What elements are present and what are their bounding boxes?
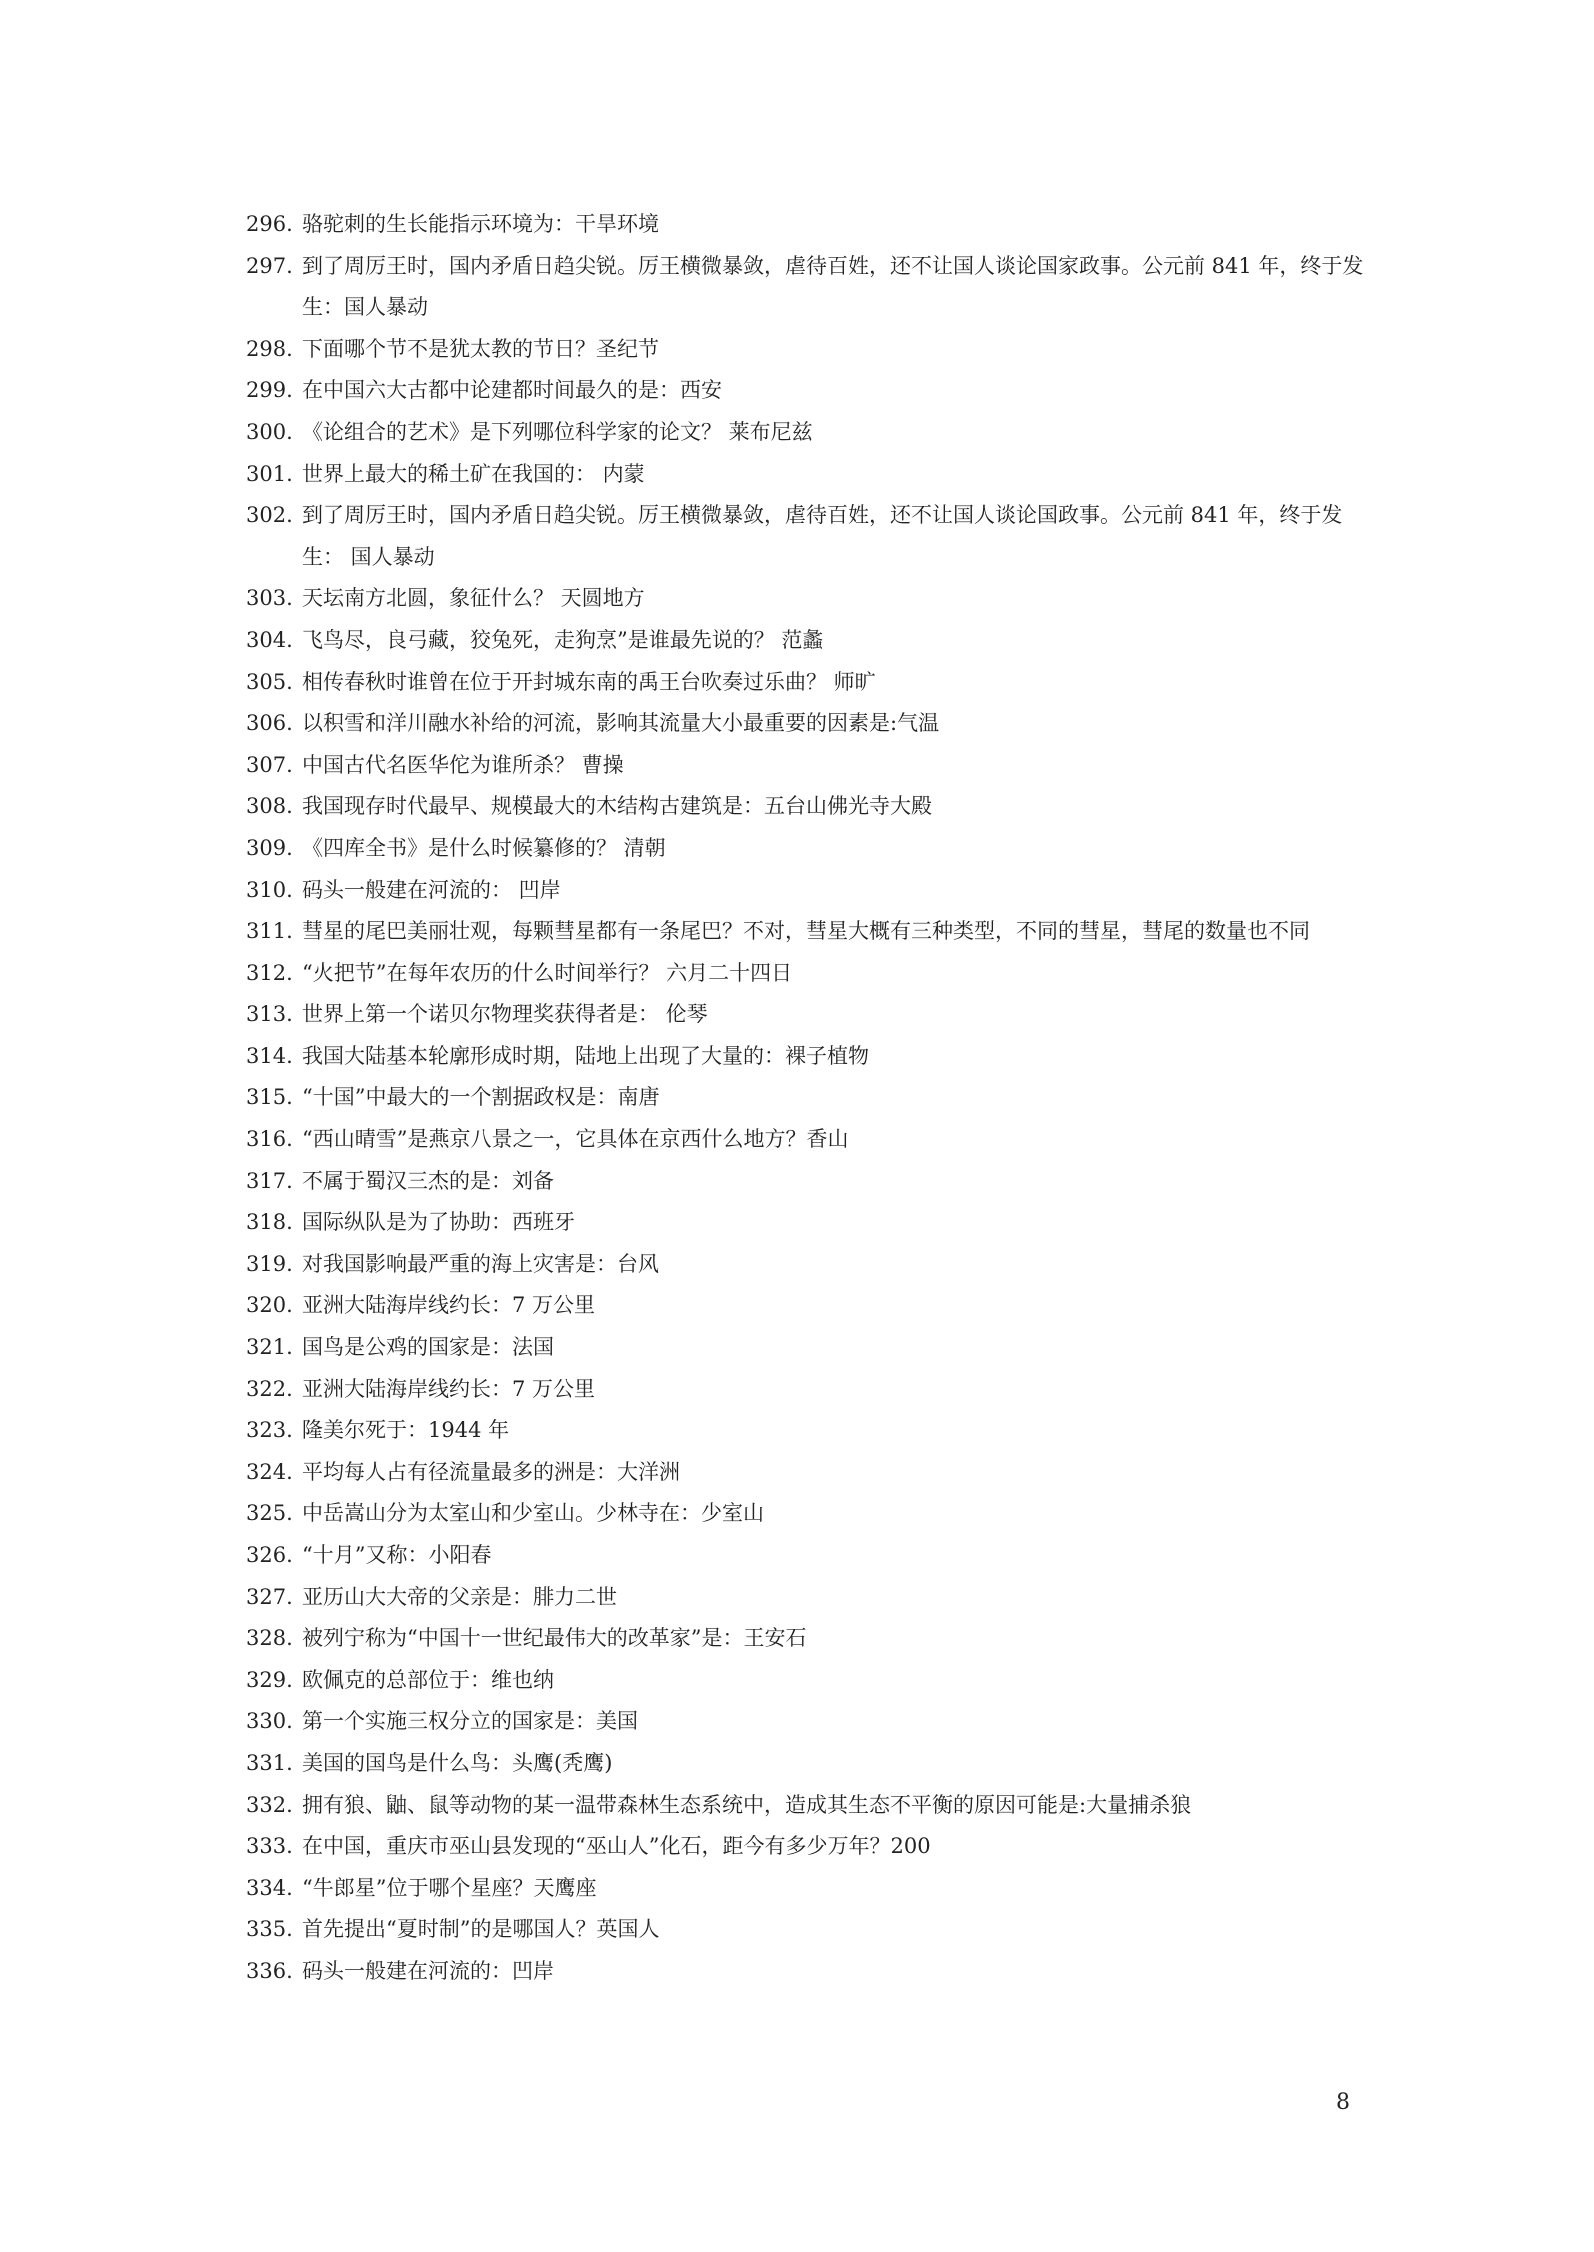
item-number: 301. — [246, 461, 293, 486]
list-item — [246, 1951, 1366, 1993]
item-number: 330. — [246, 1709, 293, 1734]
list-item — [246, 1577, 1366, 1619]
item-text: 世界上第一个诺贝尔物理奖获得者是： 伦琴 — [302, 1002, 708, 1027]
item-text: 对我国影响最严重的海上灾害是：台风 — [302, 1251, 659, 1276]
list-item — [246, 1369, 1366, 1411]
list-item — [246, 495, 1366, 578]
item-text: 不属于蜀汉三杰的是：刘备 — [302, 1168, 554, 1193]
list-item — [246, 1701, 1366, 1743]
item-number: 306. — [246, 711, 293, 736]
item-number: 309. — [246, 835, 293, 860]
item-number: 320. — [246, 1293, 293, 1318]
item-number: 336. — [246, 1958, 293, 1983]
item-text: 我国现存时代最早、规模最大的木结构古建筑是：五台山佛光寺大殿 — [302, 794, 932, 819]
item-text: 在中国六大古都中论建都时间最久的是：西安 — [302, 378, 722, 403]
item-number: 324. — [246, 1459, 293, 1484]
list-item — [246, 786, 1366, 828]
item-text: 我国大陆基本轮廓形成时期，陆地上出现了大量的：裸子植物 — [302, 1043, 869, 1068]
item-number: 319. — [246, 1251, 293, 1276]
list-item — [246, 578, 1366, 620]
item-text: “火把节”在每年农历的什么时间举行？ 六月二十四日 — [302, 960, 793, 985]
item-text: 被列宁称为“中国十一世纪最伟大的改革家”是：王安石 — [302, 1626, 807, 1651]
item-number: 322. — [246, 1376, 293, 1401]
list-item — [246, 828, 1366, 870]
list-item — [246, 1493, 1366, 1535]
item-text: 在中国，重庆市巫山县发现的“巫山人”化石，距今有多少万年？200 — [302, 1834, 931, 1859]
list-item — [246, 994, 1366, 1036]
list-item — [246, 1161, 1366, 1203]
item-number: 333. — [246, 1834, 293, 1859]
item-number: 331. — [246, 1750, 293, 1775]
item-number: 311. — [246, 919, 293, 944]
item-text: 骆驼刺的生长能指示环境为：干旱环境 — [302, 212, 659, 236]
item-number: 310. — [246, 877, 293, 902]
list-item — [246, 1410, 1366, 1452]
item-number: 302. — [246, 503, 293, 528]
list-item — [246, 412, 1366, 454]
item-text: 美国的国鸟是什么鸟：头鹰(秃鹰) — [302, 1750, 613, 1775]
list-item — [246, 246, 1366, 329]
list-item — [246, 329, 1366, 371]
item-text: 彗星的尾巴美丽壮观，每颗彗星都有一条尾巴？不对，彗星大概有三种类型，不同的彗星，彗尾的数量也不同 — [302, 919, 1310, 944]
item-text: 首先提出“夏时制”的是哪国人？英国人 — [302, 1917, 660, 1942]
list-item — [246, 454, 1366, 496]
list-item — [246, 204, 1366, 246]
list-item — [246, 1618, 1366, 1660]
list-item — [246, 1452, 1366, 1494]
item-text: “十月”又称：小阳春 — [302, 1543, 492, 1567]
item-number: 325. — [246, 1501, 293, 1526]
item-number: 296. — [246, 212, 293, 236]
question-answer-list — [246, 204, 1366, 1993]
item-number: 316. — [246, 1127, 293, 1152]
list-item — [246, 1660, 1366, 1702]
item-text: 天坛南方北圆，象征什么？ 天圆地方 — [302, 586, 645, 611]
list-item — [246, 1036, 1366, 1078]
item-text: 亚历山大大帝的父亲是：腓力二世 — [302, 1584, 617, 1609]
item-number: 297. — [246, 253, 293, 278]
item-number: 328. — [246, 1626, 293, 1651]
list-item — [246, 662, 1366, 704]
item-text: 到了周厉王时，国内矛盾日趋尖锐。厉王横微暴敛，虐待百姓，还不让国人谈论国家政事。公元前 841 年，终于发生：国人暴动 — [302, 253, 1364, 320]
item-text: 亚洲大陆海岸线约长：7 万公里 — [302, 1293, 596, 1318]
item-number: 308. — [246, 794, 293, 819]
item-text: 《四库全书》是什么时候纂修的？ 清朝 — [302, 835, 666, 860]
item-text: 世界上最大的稀土矿在我国的： 内蒙 — [302, 461, 645, 486]
list-item — [246, 1826, 1366, 1868]
item-text: 以积雪和洋川融水补给的河流，影响其流量大小最重要的因素是:气温 — [302, 711, 940, 736]
item-text: 到了周厉王时，国内矛盾日趋尖锐。厉王横微暴敛，虐待百姓，还不让国人谈论国政事。公元前 841 年，终于发生： 国人暴动 — [302, 503, 1343, 569]
item-number: 300. — [246, 419, 293, 444]
list-item — [246, 1285, 1366, 1327]
item-text: 中国古代名医华佗为谁所杀？ 曹操 — [302, 752, 624, 777]
list-item — [246, 745, 1366, 787]
item-number: 305. — [246, 669, 293, 694]
list-item — [246, 870, 1366, 912]
item-text: 隆美尔死于：1944 年 — [302, 1418, 510, 1443]
list-item — [246, 953, 1366, 995]
item-text: 平均每人占有径流量最多的洲是：大洋洲 — [302, 1459, 680, 1484]
item-number: 304. — [246, 627, 293, 652]
list-item — [246, 1743, 1366, 1785]
list-item — [246, 1202, 1366, 1244]
item-number: 317. — [246, 1168, 293, 1193]
list-item — [246, 370, 1366, 412]
item-number: 307. — [246, 752, 293, 777]
item-text: 国鸟是公鸡的国家是：法国 — [302, 1335, 554, 1360]
list-item — [246, 1785, 1366, 1827]
item-text: 飞鸟尽，良弓藏，狡兔死，走狗烹”是谁最先说的？ 范蠡 — [302, 627, 824, 652]
list-item — [246, 1535, 1366, 1577]
list-item — [246, 1868, 1366, 1910]
item-number: 323. — [246, 1418, 293, 1443]
item-number: 315. — [246, 1085, 293, 1110]
item-number: 312. — [246, 960, 293, 985]
item-text: 码头一般建在河流的：凹岸 — [302, 1958, 554, 1983]
list-item — [246, 911, 1366, 953]
item-text: 拥有狼、鼬、鼠等动物的某一温带森林生态系统中，造成其生态不平衡的原因可能是:大量捕杀狼 — [302, 1792, 1192, 1817]
item-text: 码头一般建在河流的： 凹岸 — [302, 877, 561, 902]
item-number: 334. — [246, 1875, 293, 1900]
item-text: 亚洲大陆海岸线约长：7 万公里 — [302, 1376, 596, 1401]
list-item — [246, 1077, 1366, 1119]
item-number: 318. — [246, 1210, 293, 1235]
list-item — [246, 1119, 1366, 1161]
list-item — [246, 1327, 1366, 1369]
item-text: 相传春秋时谁曾在位于开封城东南的禹王台吹奏过乐曲？ 师旷 — [302, 669, 876, 694]
item-number: 321. — [246, 1335, 293, 1360]
list-item — [246, 620, 1366, 662]
item-number: 332. — [246, 1792, 293, 1817]
item-number: 335. — [246, 1917, 293, 1942]
item-text: 《论组合的艺术》是下列哪位科学家的论文？ 莱布尼兹 — [302, 419, 813, 444]
item-number: 326. — [246, 1543, 293, 1567]
item-number: 327. — [246, 1584, 293, 1609]
item-number: 299. — [246, 378, 293, 403]
list-item — [246, 703, 1366, 745]
item-text: 下面哪个节不是犹太教的节日？圣纪节 — [302, 336, 659, 361]
item-text: “牛郎星”位于哪个星座？天鹰座 — [302, 1875, 597, 1900]
item-text: “十国”中最大的一个割据政权是：南唐 — [302, 1085, 660, 1110]
item-number: 329. — [246, 1667, 293, 1692]
item-text: 中岳嵩山分为太室山和少室山。少林寺在：少室山 — [302, 1501, 764, 1526]
item-text: “西山晴雪”是燕京八景之一，它具体在京西什么地方？香山 — [302, 1127, 849, 1152]
item-number: 313. — [246, 1002, 293, 1027]
list-item — [246, 1909, 1366, 1951]
page-number: 8 — [1336, 2090, 1350, 2115]
item-number: 298. — [246, 336, 293, 361]
item-text: 国际纵队是为了协助：西班牙 — [302, 1210, 575, 1235]
item-number: 303. — [246, 586, 293, 611]
item-text: 第一个实施三权分立的国家是：美国 — [302, 1709, 638, 1734]
item-number: 314. — [246, 1043, 293, 1068]
list-item — [246, 1244, 1366, 1286]
item-text: 欧佩克的总部位于：维也纳 — [302, 1667, 554, 1692]
